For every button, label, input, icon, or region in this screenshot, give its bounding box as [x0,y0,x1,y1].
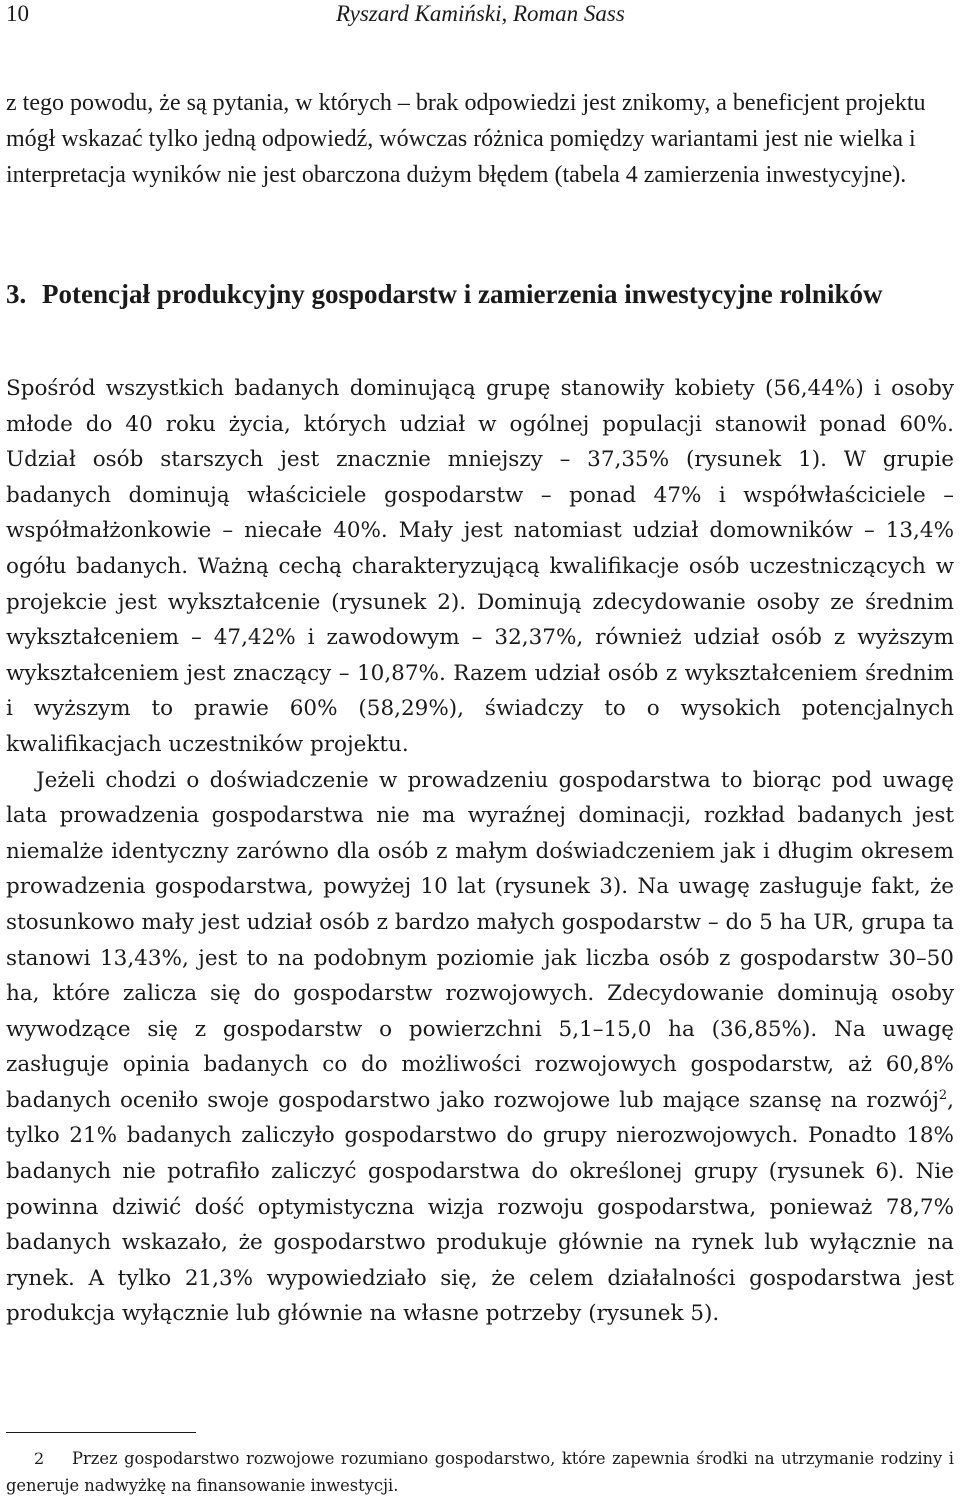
body-paragraph-2-part-2: , tylko 21% badanych zaliczyło gospodarstwo do grupy nierozwojowych. Ponadto 18% badanych nie potrafiło zaliczyć gospodarstwa do określonej grupy (rysunek 6). Nie powinna dziwić dość optymistyczna wizja rozwoju gospodarstwa, ponieważ 78,7% badanych wskazało, że gospodarstwo produkuje głównie na rynek lub wyłącznie na rynek. A tylko 21,3% wypowiedziało się, że celem działalności gospodarstwa jest produkcja wyłącznie lub głównie na własne potrzeby (rysunek 5). [6,1087,954,1327]
intro-paragraph: z tego powodu, że są pytania, w których – brak odpowiedzi jest znikomy, a beneficjent projektu mógł wskazać tylko jedną odpowiedź, wówczas różnica pomiędzy wariantami jest nie wielka i interpretacja wyników nie jest obarczona dużym błędem (tabela 4 zamierzenia inwestycyjne). [6,90,926,188]
page-number: 10 [6,1,29,26]
section-title: Potencjał produkcyjny gospodarstw i zamierzenia inwestycyjne rolników [42,279,883,309]
page-header [6,0,954,30]
footnote-text: Przez gospodarstwo rozwojowe rozumiano gospodarstwo, które zapewnia środki na utrzymanie rodziny i generuje nadwyżkę na finansowanie inwestycji. [6,1449,954,1495]
footnote-reference[interactable]: 2 [938,1087,948,1103]
footnote-divider [6,1432,196,1433]
footnote-mark: 2 [34,1449,45,1468]
body-paragraph-1: Spośród wszystkich badanych dominującą grupę stanowiły kobiety (56,44%) i osoby młode do 40 roku życia, których udział w ogólnej populacji stanowił ponad 60%. Udział osób starszych jest znacznie mniejszy – 37,35% (rysunek 1). W grupie badanych dominują właściciele gospodarstw – ponad 47% i współwłaściciele – współmałżonkowie – niecałe 40%. Mały jest natomiast udział domowników – 13,4% ogółu badanych. Ważną cechą charakteryzującą kwalifikacje osób uczestniczących w projekcie jest wykształcenie (rysunek 2). Dominują zdecydowanie osoby ze średnim wykształceniem – 47,42% i zawodowym – 32,37%, również udział osób z wyższym wykształceniem jest znaczący – 10,87%. Razem udział osób z wykształceniem średnim i wyższym to prawie 60% (58,29%), świadczy to o wysokich potencjalnych kwalifikacjach uczestników projektu. [6,376,954,757]
section-heading [6,275,954,313]
section-body [6,371,954,1332]
body-paragraph-2 [6,763,954,1333]
footnote [6,1445,954,1499]
section-number: 3. [6,279,27,309]
running-head-authors: Ryszard Kamiński, Roman Sass [336,1,625,26]
body-paragraph-2-part-1: Jeżeli chodzi o doświadczenie w prowadzeniu gospodarstwa to biorąc pod uwagę lata prowadzenia gospodarstwa nie ma wyraźnej dominacji, rozkład badanych jest niemalże identyczny zarówno dla osób z małym doświadczeniem jak i długim okresem prowadzenia gospodarstwa, powyżej 10 lat (rysunek 3). Na uwagę zasługuje fakt, że stosunkowo mały jest udział osób z bardzo małych gospodarstw – do 5 ha UR, grupa ta stanowi 13,43%, jest to na podobnym poziomie jak liczba osób z gospodarstw 30–50 ha, które zalicza się do gospodarstw rozwojowych. Zdecydowanie dominują osoby wywodzące się z gospodarstw o powierzchni 5,1–15,0 ha (36,85%). Na uwagę zasługuje opinia badanych co do możliwości rozwojowych gospodarstw, aż 60,8% badanych oceniło swoje gospodarstwo jako rozwojowe lub mające szansę na rozwój [6,767,954,1113]
